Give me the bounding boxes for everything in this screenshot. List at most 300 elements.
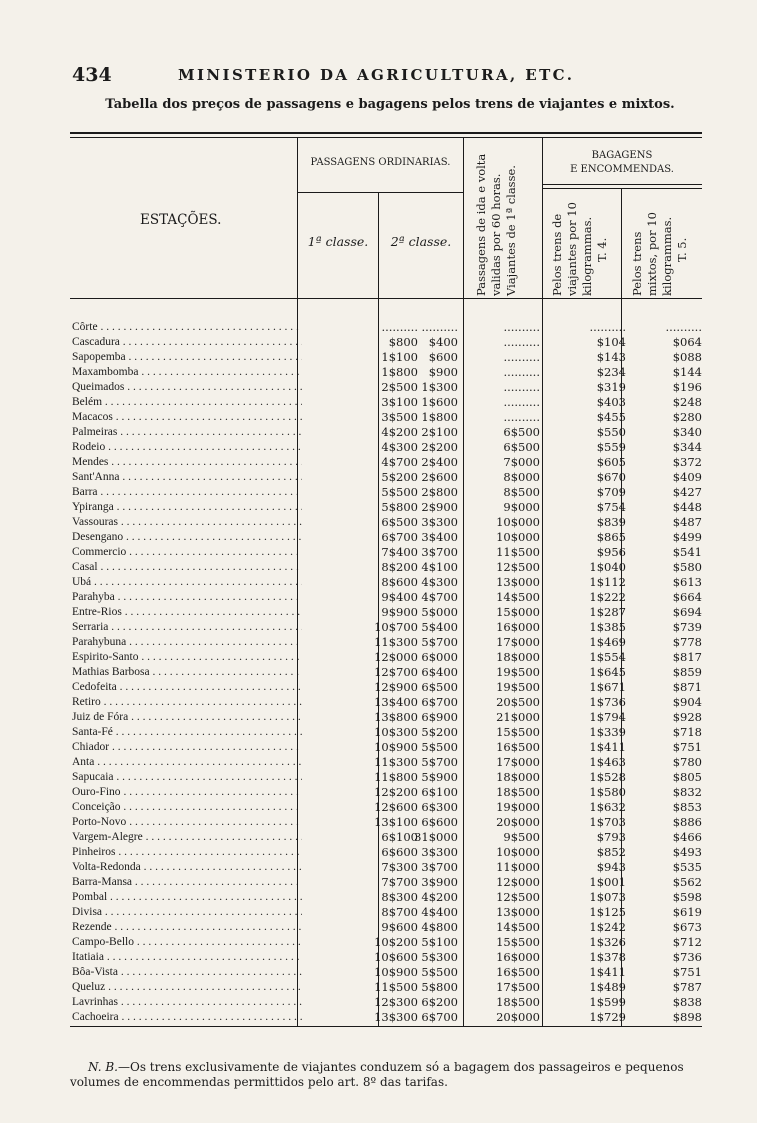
baggage-t4-price: $670 [596,470,626,484]
station-name: Queluz . . . [72,980,302,995]
round-trip-price: 6$500 [503,425,540,439]
baggage-t5-price: $904 [672,695,702,709]
second-class-price: $600 [428,350,458,364]
baggage-t4-price: $559 [596,440,626,454]
station-name: Mendes . . . [72,455,302,470]
baggage-t5-price: $838 [672,995,702,1009]
first-class-price: 12$600 [374,800,418,814]
round-trip-price: 12$500 [496,560,540,574]
table-row [72,485,702,500]
baggage-t4-price: 1$632 [589,800,626,814]
table-caption: Tabella dos preços de passagens e bagagens pelos trens de viajantes e mixtos. [105,97,675,112]
first-class-price: 11$300 [374,635,418,649]
first-class-price: 4$200 [381,425,418,439]
table-row [72,860,702,875]
first-class-price: 1$100 [381,350,418,364]
first-class-price: 7$700 [381,875,418,889]
second-class-price: 6$100 [421,785,458,799]
header-ordinary: PASSAGENS ORDINARIAS. [310,157,451,168]
baggage-t4-price: 1$671 [589,680,626,694]
baggage-t4-price: 1$326 [589,935,626,949]
second-class-price: 6$700 [421,695,458,709]
station-name: Pinheiros . . . [72,845,302,860]
round-trip-price: 12$500 [496,890,540,904]
first-class-price: 4$700 [381,455,418,469]
station-name: Pombal . . . [72,890,302,905]
round-trip-price: 14$500 [496,920,540,934]
baggage-t4-price: $403 [596,395,626,409]
second-class-price: 6$500 [421,680,458,694]
header-t4-2: viajantes por 10 [565,202,579,296]
second-class-price: 3$700 [421,545,458,559]
second-class-price: 4$400 [421,905,458,919]
second-class-price: 6$200 [421,995,458,1009]
round-trip-price: .......... [503,410,540,424]
baggage-t4-price: 1$112 [589,575,626,589]
second-class-price: 3$700 [421,860,458,874]
table-row [72,1010,702,1025]
station-name: Maxambomba . . . [72,365,302,380]
baggage-t4-price: $943 [596,860,626,874]
second-class-price: 6$600 [421,815,458,829]
baggage-t4-price: 1$599 [589,995,626,1009]
round-trip-price: 17$500 [496,980,540,994]
footnote [70,1060,710,1090]
baggage-t5-price: $805 [672,770,702,784]
second-class-price: .......... [421,320,458,334]
baggage-t5-price: $580 [672,560,702,574]
header-class1: 1ª classe. [307,234,369,249]
table-row [72,710,702,725]
round-trip-price: 15$500 [496,935,540,949]
station-name: Santa-Fé . . . [72,725,302,740]
round-trip-price: 21$000 [496,710,540,724]
baggage-t4-price: $839 [596,515,626,529]
first-class-price: 10$700 [374,620,418,634]
baggage-t4-price: $709 [596,485,626,499]
second-class-price: 2$400 [421,455,458,469]
top-double-rule-2 [70,137,702,138]
baggage-t4-price: $754 [596,500,626,514]
station-name: Belém . . . [72,395,302,410]
second-class-price: 4$200 [421,890,458,904]
first-class-price: 13$800 [374,710,418,724]
station-name: Sapucaia . . . [72,770,302,785]
second-class-price: 4$100 [421,560,458,574]
baggage-t4-price: 1$463 [589,755,626,769]
baggage-t5-price: $787 [672,980,702,994]
round-trip-price: 18$000 [496,650,540,664]
first-class-price: 8$200 [381,560,418,574]
baggage-t5-price: .......... [665,320,702,334]
first-class-price: 12$700 [374,665,418,679]
round-trip-price: .......... [503,365,540,379]
station-name: Cedofeita . . . [72,680,302,695]
second-class-price: 31$000 [414,830,458,844]
table-row [72,590,702,605]
station-name: Chiador . . . [72,740,302,755]
second-class-price: 3$400 [421,530,458,544]
second-class-price: 4$800 [421,920,458,934]
baggage-t4-price: $104 [596,335,626,349]
second-class-price: 6$300 [421,800,458,814]
round-trip-price: 16$000 [496,950,540,964]
station-name: Ouro-Fino . . . [72,785,302,800]
round-trip-price: 15$500 [496,725,540,739]
first-class-price: 10$600 [374,950,418,964]
station-name: Cachoeira . . . [72,1010,302,1025]
baggage-t4-price: $605 [596,455,626,469]
footnote-text: —Os trens exclusivamente de viajantes conduzem só a bagagem dos passageiros e pequenos volumes de encommendas permittidos pelo art. 8º das tarifas. [70,1060,684,1089]
baggage-t5-price: $562 [672,875,702,889]
baggage-t5-price: $064 [672,335,702,349]
first-class-price: 6$100 [381,830,418,844]
round-trip-price: 20$500 [496,695,540,709]
baggage-t4-price: $956 [596,545,626,559]
round-trip-price: .......... [503,395,540,409]
station-name: Anta . . . [72,755,302,770]
station-name: Desengano . . . [72,530,302,545]
table-row [72,560,702,575]
baggage-t4-price: 1$242 [589,920,626,934]
second-class-price: 6$700 [421,1010,458,1024]
second-class-price: 3$300 [421,515,458,529]
table-row [72,965,702,980]
table-row [72,605,702,620]
round-trip-price: .......... [503,350,540,364]
table-row [72,380,702,395]
round-trip-price: 10$000 [496,845,540,859]
baggage-t5-price: $928 [672,710,702,724]
baggage-t4-price: 1$469 [589,635,626,649]
table-row [72,650,702,665]
baggage-t4-price: $455 [596,410,626,424]
table-row [72,515,702,530]
first-class-price: 8$300 [381,890,418,904]
header-stations: ESTAÇÕES. [140,212,222,228]
baggage-t5-price: $673 [672,920,702,934]
table-row [72,545,702,560]
baggage-t4-price: $143 [596,350,626,364]
table-row [72,440,702,455]
round-trip-price: .......... [503,335,540,349]
header-t5-1: Pelos trens [630,231,644,296]
table-row [72,620,702,635]
first-class-price: 7$300 [381,860,418,874]
baggage-t4-price: 1$411 [589,965,626,979]
table-row [72,530,702,545]
baggage-t5-price: $487 [672,515,702,529]
table-row [72,785,702,800]
second-class-price: 1$800 [421,410,458,424]
baggage-t5-price: $817 [672,650,702,664]
baggage-t4-price: 1$287 [589,605,626,619]
round-trip-price: 18$500 [496,785,540,799]
second-class-price: 2$600 [421,470,458,484]
first-class-price: 11$300 [374,755,418,769]
station-name: Rezende . . . [72,920,302,935]
station-name: Sapopemba . . . [72,350,302,365]
first-class-price: 12$300 [374,995,418,1009]
baggage-t4-price: 1$073 [589,890,626,904]
table-row [72,890,702,905]
baggage-t5-price: $427 [672,485,702,499]
table-row [72,995,702,1010]
baggage-t5-price: $340 [672,425,702,439]
station-name: Conceição . . . [72,800,302,815]
page-number: 434 [72,64,112,86]
station-name: Entre-Rios . . . [72,605,302,620]
first-class-price: .......... [381,320,418,334]
header-t5-4: T. 5. [675,237,689,262]
header-t4-4: T. 4. [595,237,609,262]
footnote-label: N. B. [88,1060,118,1074]
baggage-t5-price: $541 [672,545,702,559]
table-row [72,320,702,335]
first-class-price: 8$600 [381,575,418,589]
table-row [72,410,702,425]
baggage-t5-price: $535 [672,860,702,874]
baggage-t5-price: $694 [672,605,702,619]
baggage-t5-price: $751 [672,965,702,979]
round-trip-price: .......... [503,380,540,394]
round-trip-price: .......... [503,320,540,334]
station-name: Barra-Mansa . . . [72,875,302,890]
first-class-price: 11$500 [374,980,418,994]
baggage-t5-price: $493 [672,845,702,859]
header-round-trip-3: Viajantes de 1ª classe. [504,165,518,296]
header-baggage-1: BAGAGENS [591,150,653,161]
baggage-t4-price: $550 [596,425,626,439]
first-class-price: 5$800 [381,500,418,514]
first-class-price: $800 [388,335,418,349]
station-name: Côrte . . . [72,320,302,335]
station-name: Divisa . . . [72,905,302,920]
baggage-t4-price: 1$125 [589,905,626,919]
table-row [72,830,702,845]
round-trip-price: 20$000 [496,1010,540,1024]
baggage-t5-price: $248 [672,395,702,409]
baggage-t5-price: $466 [672,830,702,844]
second-class-price: 5$200 [421,725,458,739]
baggage-t5-price: $898 [672,1010,702,1024]
round-trip-price: 13$000 [496,905,540,919]
table-row [72,845,702,860]
header-t5-3: kilogrammas. [660,216,674,296]
baggage-t5-price: $859 [672,665,702,679]
station-name: Parahybuna . . . [72,635,302,650]
first-class-price: 10$300 [374,725,418,739]
table-row [72,875,702,890]
table-row [72,935,702,950]
ordinary-sub-rule [297,192,463,193]
baggage-t4-price: 1$411 [589,740,626,754]
round-trip-price: 12$000 [496,875,540,889]
second-class-price: 5$800 [421,980,458,994]
round-trip-price: 19$000 [496,800,540,814]
station-name: Vassouras . . . [72,515,302,530]
second-class-price: 4$300 [421,575,458,589]
table-row [72,635,702,650]
baggage-t4-price: 1$040 [589,560,626,574]
baggage-t4-price: $234 [596,365,626,379]
round-trip-price: 17$000 [496,635,540,649]
first-class-price: 8$700 [381,905,418,919]
station-name: Ubá . . . [72,575,302,590]
first-class-price: 1$800 [381,365,418,379]
round-trip-price: 16$000 [496,620,540,634]
second-class-price: 2$900 [421,500,458,514]
station-name: Porto-Novo . . . [72,815,302,830]
station-name: Juiz de Fóra . . . [72,710,302,725]
round-trip-price: 15$000 [496,605,540,619]
baggage-t4-price: 1$528 [589,770,626,784]
round-trip-price: 19$500 [496,665,540,679]
first-class-price: 6$600 [381,845,418,859]
table-row [72,815,702,830]
second-class-price: 5$500 [421,965,458,979]
second-class-price: 4$700 [421,590,458,604]
table-row [72,470,702,485]
first-class-price: 9$900 [381,605,418,619]
round-trip-price: 20$000 [496,815,540,829]
second-class-price: 2$800 [421,485,458,499]
baggage-t5-price: $871 [672,680,702,694]
table-row [72,575,702,590]
baggage-t4-price: 1$378 [589,950,626,964]
baggage-t5-price: $664 [672,590,702,604]
station-name: Mathias Barbosa . . . [72,665,302,680]
first-class-price: 5$500 [381,485,418,499]
top-double-rule [70,132,702,134]
table-row [72,770,702,785]
table-row [72,500,702,515]
first-class-price: 13$400 [374,695,418,709]
first-class-price: 6$500 [381,515,418,529]
baggage-t5-price: $344 [672,440,702,454]
baggage-t4-price: 1$489 [589,980,626,994]
round-trip-price: 14$500 [496,590,540,604]
second-class-price: 1$300 [421,380,458,394]
first-class-price: 5$200 [381,470,418,484]
header-t4-1: Pelos trens de [550,213,564,296]
station-name: Queimados . . . [72,380,302,395]
first-class-price: 6$700 [381,530,418,544]
round-trip-price: 16$500 [496,965,540,979]
station-name: Ypiranga . . . [72,500,302,515]
second-class-price: 2$100 [421,425,458,439]
baggage-t4-price: 1$385 [589,620,626,634]
first-class-price: 10$900 [374,965,418,979]
table-row [72,395,702,410]
second-class-price: 3$300 [421,845,458,859]
baggage-t5-price: $739 [672,620,702,634]
baggage-t4-price: 1$729 [589,1010,626,1024]
first-class-price: 13$100 [374,815,418,829]
station-name: Commercio . . . [72,545,302,560]
station-name: Parahyba . . . [72,590,302,605]
first-class-price: 12$900 [374,680,418,694]
second-class-price: 5$400 [421,620,458,634]
baggage-t4-price: 1$703 [589,815,626,829]
baggage-t5-price: $832 [672,785,702,799]
round-trip-price: 18$000 [496,770,540,784]
table-row [72,725,702,740]
station-name: Barra . . . [72,485,302,500]
station-name: Retiro . . . [72,695,302,710]
header-baggage-2: E ENCOMMENDAS. [570,164,674,175]
station-name: Campo-Bello . . . [72,935,302,950]
baggage-t5-price: $778 [672,635,702,649]
header-class2: 2ª classe. [390,234,452,249]
station-name: Volta-Redonda . . . [72,860,302,875]
baggage-t4-price: 1$794 [589,710,626,724]
baggage-t4-price: 1$339 [589,725,626,739]
first-class-price: 10$900 [374,740,418,754]
baggage-t4-price: $852 [596,845,626,859]
baggage-t5-price: $736 [672,950,702,964]
first-class-price: 12$000 [374,650,418,664]
first-class-price: 9$600 [381,920,418,934]
baggage-t5-price: $409 [672,470,702,484]
station-name: Itatiaia . . . [72,950,302,965]
round-trip-price: 11$500 [496,545,540,559]
second-class-price: 5$900 [421,770,458,784]
first-class-price: 7$400 [381,545,418,559]
baggage-t5-price: $372 [672,455,702,469]
header-t4-3: kilogrammas. [580,216,594,296]
header-bottom-rule [70,298,702,299]
round-trip-price: 11$000 [496,860,540,874]
baggage-sub-rule [542,184,702,185]
first-class-price: 10$200 [374,935,418,949]
baggage-t5-price: $448 [672,500,702,514]
round-trip-price: 9$000 [503,500,540,514]
round-trip-price: 7$000 [503,455,540,469]
baggage-sub-rule-2 [542,188,702,189]
table-row [72,680,702,695]
station-name: Lavrinhas . . . [72,995,302,1010]
second-class-price: $400 [428,335,458,349]
baggage-t5-price: $619 [672,905,702,919]
station-name: Serraria . . . [72,620,302,635]
first-class-price: 2$500 [381,380,418,394]
second-class-price: 6$900 [421,710,458,724]
round-trip-price: 13$000 [496,575,540,589]
second-class-price: 5$700 [421,755,458,769]
second-class-price: 6$400 [421,665,458,679]
first-class-price: 11$800 [374,770,418,784]
first-class-price: 3$500 [381,410,418,424]
first-class-price: 13$300 [374,1010,418,1024]
table-row [72,905,702,920]
bottom-rule [70,1026,702,1027]
table-row [72,950,702,965]
station-name: Rodeio . . . [72,440,302,455]
table-row [72,365,702,380]
baggage-t4-price: 1$001 [589,875,626,889]
baggage-t4-price: 1$554 [589,650,626,664]
baggage-t5-price: $886 [672,815,702,829]
baggage-t4-price: .......... [589,320,626,334]
station-name: Macacos . . . [72,410,302,425]
baggage-t5-price: $196 [672,380,702,394]
station-name: Vargem-Alegre . . . [72,830,302,845]
table-row [72,335,702,350]
second-class-price: 5$500 [421,740,458,754]
station-name: Bôa-Vista . . . [72,965,302,980]
round-trip-price: 6$500 [503,440,540,454]
